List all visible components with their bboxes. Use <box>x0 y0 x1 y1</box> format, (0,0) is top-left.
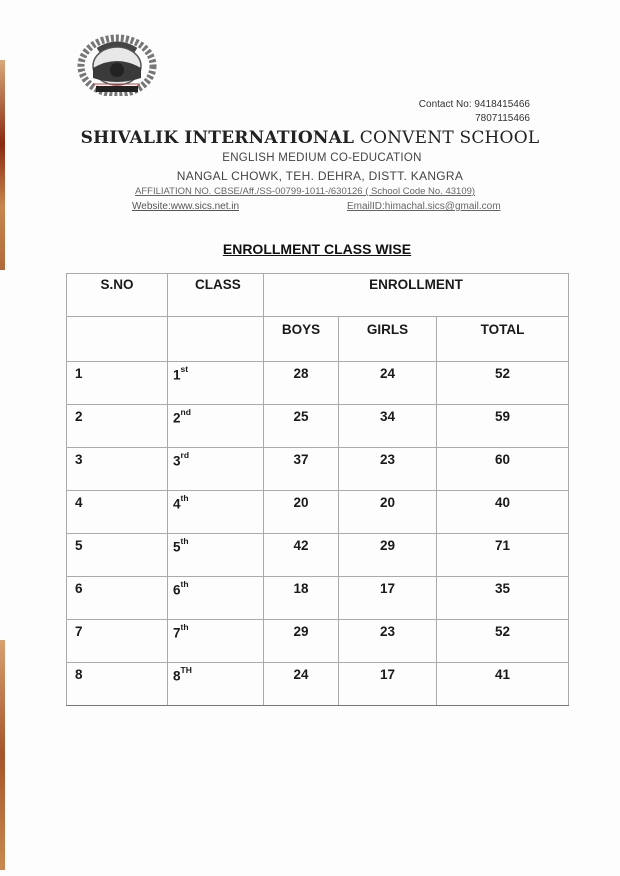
table-row <box>67 448 569 491</box>
cell-sno: 7 <box>67 620 168 663</box>
table-header-row <box>67 274 569 317</box>
cell-boys: 28 <box>264 362 339 405</box>
cell-girls: 29 <box>339 534 437 577</box>
header-class: CLASS <box>168 274 264 317</box>
cell-girls: 23 <box>339 620 437 663</box>
email-link[interactable]: EmailID:himachal.sics@gmail.com <box>347 201 501 212</box>
cell-class: 1st <box>168 362 264 405</box>
header-blank <box>67 317 168 362</box>
cell-boys: 25 <box>264 405 339 448</box>
cell-girls: 20 <box>339 491 437 534</box>
table-row <box>67 534 569 577</box>
cell-total: 52 <box>437 362 569 405</box>
table-row <box>67 663 569 706</box>
cell-class: 2nd <box>168 405 264 448</box>
cell-class: 4th <box>168 491 264 534</box>
header-boys: BOYS <box>264 317 339 362</box>
header-girls: GIRLS <box>339 317 437 362</box>
table-row <box>67 405 569 448</box>
school-name <box>0 128 620 148</box>
cell-total: 35 <box>437 577 569 620</box>
cell-sno: 2 <box>67 405 168 448</box>
cell-sno: 6 <box>67 577 168 620</box>
cell-sno: 5 <box>67 534 168 577</box>
contact-info <box>419 98 530 126</box>
cell-total: 52 <box>437 620 569 663</box>
header-total: TOTAL <box>437 317 569 362</box>
cell-total: 60 <box>437 448 569 491</box>
header-enrollment: ENROLLMENT <box>264 274 569 317</box>
cell-class: 3rd <box>168 448 264 491</box>
table-row <box>67 491 569 534</box>
cell-boys: 24 <box>264 663 339 706</box>
school-crest-icon <box>76 34 158 96</box>
cell-girls: 24 <box>339 362 437 405</box>
cell-sno: 1 <box>67 362 168 405</box>
cell-girls: 23 <box>339 448 437 491</box>
contact-phone-secondary: 7807115466 <box>475 113 530 124</box>
school-name-bold: SHIVALIK INTERNATIONAL <box>80 128 355 148</box>
table-subheader-row <box>67 317 569 362</box>
affiliation-number: AFFILIATION NO. CBSE/Aff./SS-00799-1011-/630126 ( School Code No. 43109) <box>135 186 476 197</box>
table-row <box>67 620 569 663</box>
header-sno: S.NO <box>67 274 168 317</box>
scan-edge-artifact <box>0 640 5 870</box>
cell-class: 8TH <box>168 663 264 706</box>
cell-total: 41 <box>437 663 569 706</box>
document-title: ENROLLMENT CLASS WISE <box>222 241 412 257</box>
enrollment-table <box>66 273 569 706</box>
cell-class: 5th <box>168 534 264 577</box>
cell-girls: 17 <box>339 577 437 620</box>
cell-sno: 3 <box>67 448 168 491</box>
school-address: NANGAL CHOWK, TEH. DEHRA, DISTT. KANGRA <box>176 169 464 183</box>
table-row <box>67 577 569 620</box>
cell-sno: 4 <box>67 491 168 534</box>
website-link[interactable]: Website:www.sics.net.in <box>132 201 240 212</box>
scan-edge-artifact <box>0 60 5 270</box>
cell-boys: 20 <box>264 491 339 534</box>
cell-class: 7th <box>168 620 264 663</box>
school-tagline: ENGLISH MEDIUM CO-EDUCATION <box>222 152 422 164</box>
cell-class: 6th <box>168 577 264 620</box>
contact-phone-primary: Contact No: 9418415466 <box>418 99 530 110</box>
cell-sno: 8 <box>67 663 168 706</box>
header-blank <box>168 317 264 362</box>
cell-total: 40 <box>437 491 569 534</box>
cell-total: 59 <box>437 405 569 448</box>
cell-boys: 42 <box>264 534 339 577</box>
table-row <box>67 362 569 405</box>
cell-total: 71 <box>437 534 569 577</box>
cell-boys: 37 <box>264 448 339 491</box>
cell-boys: 29 <box>264 620 339 663</box>
school-name-rest: CONVENT SCHOOL <box>359 128 540 148</box>
cell-girls: 34 <box>339 405 437 448</box>
cell-boys: 18 <box>264 577 339 620</box>
cell-girls: 17 <box>339 663 437 706</box>
